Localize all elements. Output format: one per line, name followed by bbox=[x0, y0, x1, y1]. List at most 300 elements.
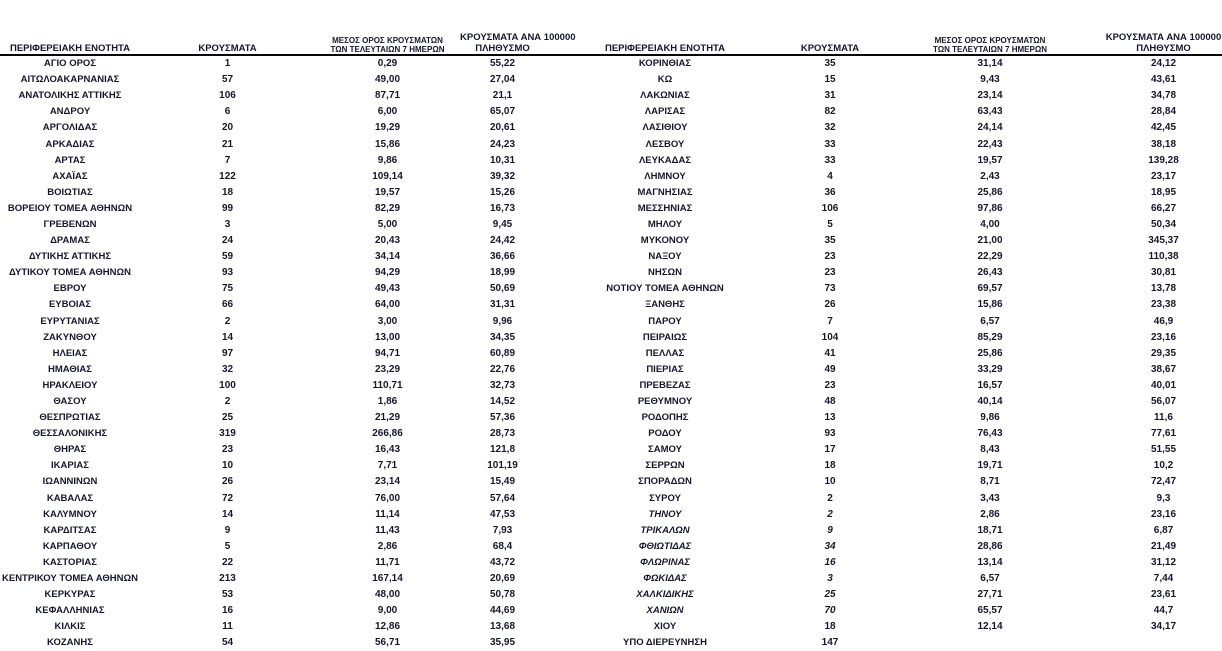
table-row bbox=[585, 491, 1222, 507]
cell-cases: 17 bbox=[824, 444, 836, 456]
cell-cases: 319 bbox=[219, 428, 236, 440]
column-header-region: ΠΕΡΙΦΕΡΕΙΑΚΗ ΕΝΟΤΗΤΑ bbox=[9, 42, 131, 54]
cell-avg7: 31,14 bbox=[977, 58, 1003, 70]
cell-avg7: 56,71 bbox=[374, 637, 401, 649]
table-row bbox=[585, 378, 1222, 394]
cell-per100k: 24,23 bbox=[489, 138, 516, 150]
cell-per100k: 44,7 bbox=[1153, 605, 1174, 617]
cell-avg7: 23,14 bbox=[374, 476, 401, 488]
cell-cases: 34 bbox=[824, 540, 836, 552]
cell-name: ΛΕΣΒΟΥ bbox=[645, 138, 685, 150]
cell-cases: 3 bbox=[827, 573, 833, 585]
cell-name: ΚΑΡΔΙΤΣΑΣ bbox=[43, 524, 97, 536]
table-row bbox=[0, 314, 570, 330]
cell-avg7: 21,00 bbox=[977, 235, 1003, 247]
cell-per100k: 15,26 bbox=[489, 186, 516, 198]
table-row bbox=[585, 249, 1222, 265]
column-header-7day-avg: ΜΕΣΟΣ ΟΡΟΣ ΚΡΟΥΣΜΑΤΩΝ ΤΩΝ ΤΕΛΕΥΤΑΙΩΝ 7 ΗΜΕΡΩΝ bbox=[932, 36, 1048, 54]
cell-avg7: 9,43 bbox=[980, 74, 1000, 86]
cell-cases: 6 bbox=[224, 106, 231, 118]
cell-per100k: 23,16 bbox=[1150, 331, 1177, 343]
cell-name: ΠΙΕΡΙΑΣ bbox=[646, 363, 684, 375]
cell-cases: 16 bbox=[221, 605, 234, 617]
cell-cases: 2 bbox=[827, 508, 833, 520]
cell-avg7: 20,43 bbox=[374, 235, 401, 247]
column-header-per-100k: ΚΡΟΥΣΜΑΤΑ ΑΝΑ 100000 ΠΛΗΘΥΣΜΟ bbox=[1105, 32, 1222, 54]
cell-cases: 41 bbox=[824, 347, 836, 359]
cell-avg7: 26,43 bbox=[977, 267, 1003, 279]
table-row bbox=[0, 72, 570, 88]
cell-avg7: 4,00 bbox=[980, 218, 1000, 230]
cell-cases: 35 bbox=[824, 58, 836, 70]
cell-avg7 bbox=[915, 635, 1065, 651]
cell-per100k: 18,99 bbox=[489, 267, 516, 279]
cell-per100k: 57,64 bbox=[489, 492, 516, 504]
cell-per100k: 27,04 bbox=[489, 74, 516, 86]
table-row bbox=[585, 635, 1222, 651]
cell-per100k: 15,49 bbox=[489, 476, 516, 488]
cell-name: ΠΑΡΟΥ bbox=[648, 315, 682, 327]
cell-cases: 23 bbox=[221, 444, 234, 456]
table-row bbox=[0, 120, 570, 136]
cell-cases: 20 bbox=[221, 122, 234, 134]
cell-name: ΚΟΡΙΝΘΙΑΣ bbox=[638, 58, 692, 70]
cell-per100k: 36,66 bbox=[489, 251, 516, 263]
cell-avg7: 49,43 bbox=[374, 283, 401, 295]
cell-per100k: 23,16 bbox=[1150, 508, 1177, 520]
cell-name: ΕΥΡΥΤΑΝΙΑΣ bbox=[40, 315, 100, 327]
cell-per100k: 50,34 bbox=[1150, 218, 1177, 230]
header-underline bbox=[0, 54, 1222, 56]
table-row bbox=[585, 185, 1222, 201]
table-row bbox=[0, 249, 570, 265]
table-row bbox=[0, 426, 570, 442]
cell-avg7: 82,29 bbox=[374, 202, 401, 214]
cell-cases: 147 bbox=[821, 637, 839, 649]
cell-name: ΡΟΔΟΥ bbox=[648, 428, 682, 440]
cell-avg7: 9,86 bbox=[377, 154, 398, 166]
cell-per100k: 22,76 bbox=[489, 363, 516, 375]
cell-name: ΦΛΩΡΙΝΑΣ bbox=[640, 556, 690, 568]
table-row bbox=[585, 297, 1222, 313]
cell-avg7: 69,57 bbox=[977, 283, 1003, 295]
cell-per100k: 77,61 bbox=[1150, 428, 1177, 440]
table-row bbox=[585, 153, 1222, 169]
cell-cases: 7 bbox=[224, 154, 231, 166]
cell-per100k: 24,42 bbox=[489, 235, 516, 247]
cell-name: ΘΕΣΣΑΛΟΝΙΚΗΣ bbox=[32, 428, 108, 440]
cell-per100k: 42,45 bbox=[1150, 122, 1177, 134]
cell-per100k: 38,67 bbox=[1150, 363, 1177, 375]
table-row bbox=[585, 265, 1222, 281]
cell-per100k: 68,4 bbox=[492, 540, 513, 552]
cell-name: ΑΙΤΩΛΟΑΚΑΡΝΑΝΙΑΣ bbox=[20, 74, 120, 86]
cell-cases: 97 bbox=[221, 347, 234, 359]
table-row bbox=[585, 442, 1222, 458]
table-row bbox=[0, 169, 570, 185]
cell-name: ΓΡΕΒΕΝΩΝ bbox=[43, 218, 97, 230]
cell-name: ΠΕΛΛΑΣ bbox=[645, 347, 685, 359]
cell-avg7: 11,71 bbox=[375, 556, 400, 568]
cell-per100k: 7,44 bbox=[1153, 573, 1174, 585]
table-row bbox=[0, 297, 570, 313]
cell-name: ΤΗΝΟΥ bbox=[648, 508, 682, 520]
cell-name: ΡΕΘΥΜΝΟΥ bbox=[637, 396, 693, 408]
cell-cases: 72 bbox=[221, 492, 234, 504]
table-body-left bbox=[0, 56, 570, 651]
cell-name: ΚΕΝΤΡΙΚΟΥ ΤΟΜΕΑ ΑΘΗΝΩΝ bbox=[2, 573, 138, 585]
cell-avg7: 6,57 bbox=[980, 315, 1000, 327]
cell-cases: 73 bbox=[824, 283, 836, 295]
cell-avg7: 76,43 bbox=[977, 428, 1003, 440]
cell-per100k: 50,78 bbox=[489, 589, 516, 601]
cell-per100k: 31,12 bbox=[1150, 556, 1177, 568]
column-header-7day-avg: ΜΕΣΟΣ ΟΡΟΣ ΚΡΟΥΣΜΑΤΩΝ ΤΩΝ ΤΕΛΕΥΤΑΙΩΝ 7 ΗΜΕΡΩΝ bbox=[330, 36, 445, 54]
cell-avg7: 40,14 bbox=[977, 396, 1003, 408]
cell-avg7: 2,86 bbox=[980, 508, 1000, 520]
cell-cases: 35 bbox=[824, 235, 836, 247]
cell-per100k: 24,12 bbox=[1150, 58, 1177, 70]
table-row bbox=[0, 217, 570, 233]
cell-cases: 122 bbox=[219, 170, 236, 182]
cell-name: ΘΗΡΑΣ bbox=[53, 444, 87, 456]
cell-avg7: 19,57 bbox=[977, 154, 1003, 166]
cell-per100k: 16,73 bbox=[489, 202, 516, 214]
cell-cases: 11 bbox=[222, 621, 233, 633]
cell-per100k: 35,95 bbox=[489, 637, 516, 649]
cell-per100k: 38,18 bbox=[1150, 138, 1177, 150]
cell-cases: 7 bbox=[827, 315, 833, 327]
cell-per100k: 21,49 bbox=[1150, 540, 1177, 552]
cell-cases: 18 bbox=[824, 621, 836, 633]
table-body-right bbox=[585, 56, 1222, 651]
cell-name: ΜΥΚΟΝΟΥ bbox=[640, 235, 690, 247]
cell-per100k: 14,52 bbox=[489, 396, 516, 408]
cell-cases: 75 bbox=[221, 283, 234, 295]
cell-avg7: 25,86 bbox=[977, 186, 1003, 198]
cell-name: ΧΙΟΥ bbox=[653, 621, 677, 633]
cell-cases: 59 bbox=[221, 251, 234, 263]
cell-per100k bbox=[1065, 635, 1222, 651]
cell-name: ΑΧΑΪΑΣ bbox=[52, 170, 88, 182]
table-row bbox=[585, 474, 1222, 490]
cell-cases: 106 bbox=[219, 90, 236, 102]
cell-name: ΚΩ bbox=[657, 74, 673, 86]
regional-units-table-left bbox=[0, 22, 576, 651]
cell-per100k: 29,35 bbox=[1150, 347, 1177, 359]
column-header-cases: ΚΡΟΥΣΜΑΤΑ bbox=[800, 42, 860, 54]
cell-avg7: 76,00 bbox=[374, 492, 401, 504]
cell-cases: 23 bbox=[824, 251, 836, 263]
cell-name: ΔΥΤΙΚΗΣ ΑΤΤΙΚΗΣ bbox=[28, 251, 112, 263]
cell-name: ΑΝΔΡΟΥ bbox=[49, 106, 91, 118]
cell-avg7: 33,29 bbox=[977, 363, 1003, 375]
cell-per100k: 65,07 bbox=[489, 106, 516, 118]
table-row bbox=[0, 104, 570, 120]
table-row bbox=[585, 201, 1222, 217]
cell-avg7: 2,43 bbox=[980, 170, 1000, 182]
cell-cases: 36 bbox=[824, 186, 836, 198]
cell-name: ΛΑΡΙΣΑΣ bbox=[644, 106, 686, 118]
cell-per100k: 20,69 bbox=[489, 573, 516, 585]
cell-per100k: 44,69 bbox=[489, 605, 516, 617]
cell-avg7: 5,00 bbox=[377, 218, 398, 230]
cell-avg7: 97,86 bbox=[977, 202, 1003, 214]
table-row bbox=[0, 442, 570, 458]
cell-avg7: 94,29 bbox=[374, 267, 401, 279]
cell-cases: 2 bbox=[224, 396, 231, 408]
cell-name: ΣΕΡΡΩΝ bbox=[645, 460, 685, 472]
cell-avg7: 13,14 bbox=[977, 556, 1003, 568]
cell-name: ΜΕΣΣΗΝΙΑΣ bbox=[637, 202, 693, 214]
cell-per100k: 43,72 bbox=[489, 556, 516, 568]
cell-cases: 18 bbox=[824, 460, 836, 472]
table-row bbox=[0, 603, 570, 619]
table-row bbox=[585, 619, 1222, 635]
cell-avg7: 6,00 bbox=[377, 106, 398, 118]
cell-cases: 5 bbox=[224, 540, 231, 552]
cell-per100k: 7,93 bbox=[492, 524, 513, 536]
cell-cases: 213 bbox=[219, 573, 236, 585]
cell-name: ΚΙΛΚΙΣ bbox=[54, 621, 86, 633]
cell-cases: 16 bbox=[824, 556, 836, 568]
cell-cases: 106 bbox=[821, 202, 839, 214]
cell-avg7: 87,71 bbox=[374, 90, 401, 102]
cell-per100k: 13,78 bbox=[1150, 283, 1177, 295]
cell-avg7: 9,00 bbox=[377, 605, 398, 617]
table-row bbox=[0, 346, 570, 362]
cell-per100k: 31,31 bbox=[489, 299, 516, 311]
cell-name: ΧΑΝΙΩΝ bbox=[646, 605, 684, 617]
cell-name: ΡΟΔΟΠΗΣ bbox=[641, 412, 689, 424]
cell-cases: 32 bbox=[824, 122, 836, 134]
table-row bbox=[0, 539, 570, 555]
cell-per100k: 57,36 bbox=[489, 412, 516, 424]
cell-per100k: 9,3 bbox=[1156, 492, 1171, 504]
cell-per100k: 101,19 bbox=[487, 460, 518, 472]
table-row bbox=[585, 330, 1222, 346]
cell-avg7: 21,29 bbox=[374, 412, 401, 424]
table-row bbox=[0, 587, 570, 603]
cell-avg7: 167,14 bbox=[372, 573, 403, 585]
cell-avg7: 24,14 bbox=[977, 122, 1003, 134]
table-row bbox=[0, 265, 570, 281]
cell-avg7: 1,86 bbox=[377, 396, 398, 408]
cell-cases: 23 bbox=[824, 267, 836, 279]
cell-avg7: 110,71 bbox=[372, 379, 403, 391]
cell-name: ΣΑΜΟΥ bbox=[648, 444, 682, 456]
cell-cases: 2 bbox=[827, 492, 833, 504]
cell-cases: 57 bbox=[221, 74, 234, 86]
cell-avg7: 63,43 bbox=[977, 106, 1003, 118]
cell-name: ΚΕΡΚΥΡΑΣ bbox=[44, 589, 96, 601]
cell-avg7: 11,43 bbox=[375, 524, 400, 536]
cell-cases: 10 bbox=[221, 460, 234, 472]
cell-cases: 66 bbox=[221, 299, 234, 311]
cell-name: ΦΘΙΩΤΙΔΑΣ bbox=[638, 540, 692, 552]
cell-per100k: 34,17 bbox=[1150, 621, 1177, 633]
cell-per100k: 13,68 bbox=[489, 621, 516, 633]
cell-name: ΑΝΑΤΟΛΙΚΗΣ ΑΤΤΙΚΗΣ bbox=[18, 90, 122, 102]
cell-avg7: 18,71 bbox=[977, 524, 1003, 536]
cell-avg7: 27,71 bbox=[977, 589, 1003, 601]
table-row bbox=[585, 410, 1222, 426]
table-row bbox=[585, 72, 1222, 88]
cell-cases: 26 bbox=[221, 476, 234, 488]
cell-per100k: 56,07 bbox=[1150, 396, 1177, 408]
cell-per100k: 50,69 bbox=[489, 283, 516, 295]
cell-per100k: 18,95 bbox=[1150, 186, 1177, 198]
cell-name: ΚΑΛΥΜΝΟΥ bbox=[43, 508, 97, 520]
table-row bbox=[0, 458, 570, 474]
cell-name: ΑΡΚΑΔΙΑΣ bbox=[45, 138, 95, 150]
table-row bbox=[0, 635, 570, 651]
table-row bbox=[0, 233, 570, 249]
cell-cases: 23 bbox=[824, 379, 836, 391]
cell-per100k: 40,01 bbox=[1150, 379, 1177, 391]
table-row bbox=[585, 314, 1222, 330]
cell-avg7: 7,71 bbox=[377, 460, 398, 472]
cell-avg7: 23,14 bbox=[977, 90, 1003, 102]
cell-per100k: 139,28 bbox=[1148, 154, 1179, 166]
cell-name: ΦΩΚΙΔΑΣ bbox=[643, 573, 687, 585]
cell-per100k: 20,61 bbox=[489, 122, 516, 134]
cell-avg7: 64,00 bbox=[374, 299, 401, 311]
cell-avg7: 28,86 bbox=[977, 540, 1003, 552]
cell-cases: 15 bbox=[824, 74, 836, 86]
cell-name: ΗΛΕΙΑΣ bbox=[52, 347, 88, 359]
table-row bbox=[0, 153, 570, 169]
table-row bbox=[0, 410, 570, 426]
table-row bbox=[585, 362, 1222, 378]
cell-name: ΣΥΡΟΥ bbox=[649, 492, 681, 504]
cell-name: ΥΠΟ ΔΙΕΡΕΥΝΗΣΗ bbox=[623, 637, 707, 649]
cell-per100k: 32,73 bbox=[489, 379, 516, 391]
cell-name: ΜΑΓΝΗΣΙΑΣ bbox=[637, 186, 693, 198]
cell-cases: 5 bbox=[827, 218, 833, 230]
table-header bbox=[0, 22, 576, 56]
cell-avg7: 3,43 bbox=[980, 492, 1000, 504]
cell-cases: 31 bbox=[824, 90, 836, 102]
cell-avg7: 8,71 bbox=[980, 476, 1000, 488]
table-row bbox=[0, 474, 570, 490]
table-row bbox=[585, 571, 1222, 587]
table-row bbox=[585, 458, 1222, 474]
cell-name: ΔΥΤΙΚΟΥ ΤΟΜΕΑ ΑΘΗΝΩΝ bbox=[9, 267, 131, 279]
cell-cases: 26 bbox=[824, 299, 836, 311]
table-row bbox=[0, 330, 570, 346]
table-row bbox=[585, 507, 1222, 523]
cell-per100k: 23,61 bbox=[1150, 589, 1177, 601]
table-row bbox=[585, 217, 1222, 233]
cell-per100k: 23,38 bbox=[1150, 299, 1177, 311]
cell-per100k: 121,8 bbox=[489, 444, 516, 456]
cell-per100k: 60,89 bbox=[489, 347, 516, 359]
cell-cases: 25 bbox=[221, 412, 234, 424]
cell-cases: 82 bbox=[824, 106, 836, 118]
cell-cases: 93 bbox=[824, 428, 836, 440]
cell-cases: 100 bbox=[219, 379, 236, 391]
cell-avg7: 15,86 bbox=[977, 299, 1003, 311]
cell-cases: 32 bbox=[221, 363, 234, 375]
cell-name: ΜΗΛΟΥ bbox=[647, 218, 683, 230]
table-row bbox=[585, 281, 1222, 297]
table-row bbox=[585, 88, 1222, 104]
table-row bbox=[585, 426, 1222, 442]
cell-per100k: 6,87 bbox=[1153, 524, 1174, 536]
cell-name: ΧΑΛΚΙΔΙΚΗΣ bbox=[636, 589, 694, 601]
cell-cases: 24 bbox=[221, 235, 234, 247]
cell-per100k: 51,55 bbox=[1150, 444, 1177, 456]
cell-cases: 14 bbox=[221, 331, 234, 343]
table-row bbox=[0, 619, 570, 635]
cell-avg7: 16,57 bbox=[977, 379, 1003, 391]
cell-cases: 93 bbox=[221, 267, 234, 279]
table-row bbox=[0, 571, 570, 587]
table-row bbox=[0, 378, 570, 394]
table-row bbox=[0, 185, 570, 201]
cell-cases: 48 bbox=[824, 396, 836, 408]
cell-avg7: 13,00 bbox=[374, 331, 401, 343]
cell-avg7: 85,29 bbox=[977, 331, 1003, 343]
cell-avg7: 15,86 bbox=[374, 138, 401, 150]
table-row bbox=[585, 539, 1222, 555]
cell-avg7: 9,86 bbox=[980, 412, 1000, 424]
regional-units-table-right bbox=[585, 22, 1222, 651]
cell-name: ΛΕΥΚΑΔΑΣ bbox=[638, 154, 692, 166]
table-row bbox=[0, 507, 570, 523]
cell-name: ΚΟΖΑΝΗΣ bbox=[47, 637, 93, 649]
cell-name: ΙΩΑΝΝΙΝΩΝ bbox=[42, 476, 98, 488]
cell-name: ΝΑΞΟΥ bbox=[648, 251, 682, 263]
cell-name: ΖΑΚΥΝΘΟΥ bbox=[43, 331, 97, 343]
cell-name: ΠΡΕΒΕΖΑΣ bbox=[639, 379, 691, 391]
cell-avg7: 12,14 bbox=[977, 621, 1003, 633]
table-row bbox=[0, 362, 570, 378]
table-row bbox=[585, 523, 1222, 539]
table-row bbox=[0, 56, 570, 72]
cell-per100k: 28,73 bbox=[489, 428, 516, 440]
cell-per100k: 34,35 bbox=[489, 331, 516, 343]
column-header-cases: ΚΡΟΥΣΜΑΤΑ bbox=[198, 42, 257, 54]
cell-name: ΒΟΙΩΤΙΑΣ bbox=[47, 186, 93, 198]
cell-avg7: 266,86 bbox=[372, 428, 403, 440]
cell-per100k: 46,9 bbox=[1153, 315, 1174, 327]
cell-name: ΑΡΤΑΣ bbox=[54, 154, 86, 166]
cell-per100k: 345,37 bbox=[1148, 235, 1179, 247]
table-row bbox=[0, 394, 570, 410]
table-row bbox=[585, 233, 1222, 249]
cell-name: ΞΑΝΘΗΣ bbox=[645, 299, 685, 311]
cell-name: ΘΕΣΠΡΩΤΙΑΣ bbox=[39, 412, 101, 424]
cell-name: ΛΗΜΝΟΥ bbox=[644, 170, 686, 182]
cell-name: ΘΑΣΟΥ bbox=[53, 396, 87, 408]
cell-cases: 4 bbox=[827, 170, 833, 182]
cell-avg7: 23,29 bbox=[374, 363, 401, 375]
cell-cases: 14 bbox=[221, 508, 234, 520]
cell-cases: 18 bbox=[221, 186, 234, 198]
cell-name: ΠΕΙΡΑΙΩΣ bbox=[642, 331, 688, 343]
table-row bbox=[585, 56, 1222, 72]
cell-name: ΣΠΟΡΑΔΩΝ bbox=[638, 476, 692, 488]
cell-cases: 99 bbox=[221, 202, 234, 214]
column-header-per-100k: ΚΡΟΥΣΜΑΤΑ ΑΝΑ 100000 ΠΛΗΘΥΣΜΟ bbox=[460, 32, 576, 54]
cell-name: ΚΑΣΤΟΡΙΑΣ bbox=[43, 556, 97, 568]
cell-per100k: 47,53 bbox=[489, 508, 516, 520]
cell-name: ΒΟΡΕΙΟΥ ΤΟΜΕΑ ΑΘΗΝΩΝ bbox=[7, 202, 133, 214]
cell-name: ΝΗΣΩΝ bbox=[648, 267, 682, 279]
table-row bbox=[585, 587, 1222, 603]
